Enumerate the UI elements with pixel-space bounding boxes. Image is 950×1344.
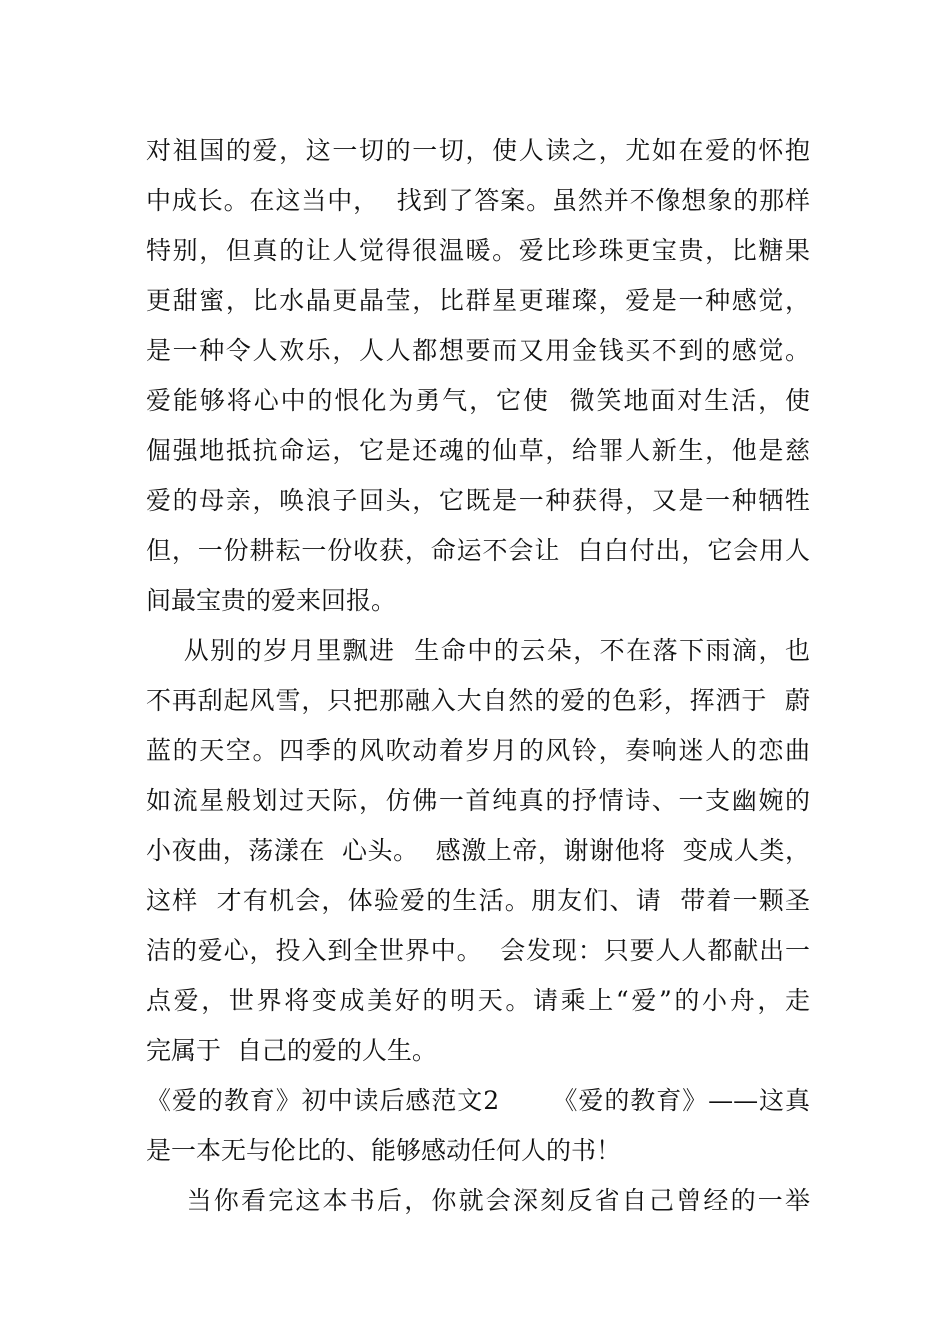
text-line: 中成长。在这当中， 找到了答案。虽然并不像想象的那样	[146, 186, 810, 215]
text-line: 从别的岁月里飘进 生命中的云朵，不在落下雨滴，也	[146, 636, 810, 665]
text-line: 倔强地抵抗命运，它是还魂的仙草，给罪人新生，他是慈	[146, 436, 810, 465]
text-line: 点爱，世界将变成美好的明天。请乘上“爱”的小舟，走	[146, 986, 810, 1015]
text-line: 蓝的天空。四季的风吹动着岁月的风铃，奏响迷人的恋曲	[146, 736, 810, 765]
section-heading-line: 《爱的教育》初中读后感范文2 《爱的教育》——这真	[146, 1086, 810, 1115]
document-page	[146, 126, 810, 1226]
text-line: 对祖国的爱，这一切的一切，使人读之，尤如在爱的怀抱	[146, 136, 810, 165]
text-line: 如流星般划过天际，仿佛一首纯真的抒情诗、一支幽婉的	[146, 786, 810, 815]
text-line: 完属于 自己的爱的人生。	[146, 1036, 437, 1065]
text-line: 不再刮起风雪，只把那融入大自然的爱的色彩，挥洒于 蔚	[146, 686, 810, 715]
text-line: 小夜曲，荡漾在 心头。 感激上帝，谢谢他将 变成人类，	[146, 836, 810, 865]
text-line: 更甜蜜，比水晶更晶莹，比群星更璀璨，爱是一种感觉，	[146, 286, 810, 315]
text-line: 爱的母亲，唤浪子回头，它既是一种获得，又是一种牺牲	[146, 486, 810, 515]
text-line: 间最宝贵的爱来回报。	[146, 586, 397, 615]
text-line: 特别，但真的让人觉得很温暖。爱比珍珠更宝贵，比糖果	[146, 236, 810, 265]
text-line: 这样 才有机会，体验爱的生活。朋友们、请 带着一颗圣	[146, 886, 810, 915]
text-line: 但，一份耕耘一份收获，命运不会让 白白付出，它会用人	[146, 536, 810, 565]
text-line: 洁的爱心，投入到全世界中。 会发现：只要人人都献出一	[146, 936, 810, 965]
text-line: 当你看完这本书后，你就会深刻反省自己曾经的一举	[146, 1186, 810, 1215]
text-line: 爱能够将心中的恨化为勇气，它使 微笑地面对生活，使	[146, 386, 810, 415]
text-line: 是一种令人欢乐，人人都想要而又用金钱买不到的感觉。	[146, 336, 810, 365]
text-line: 是一本无与伦比的、能够感动任何人的书！	[146, 1136, 622, 1165]
